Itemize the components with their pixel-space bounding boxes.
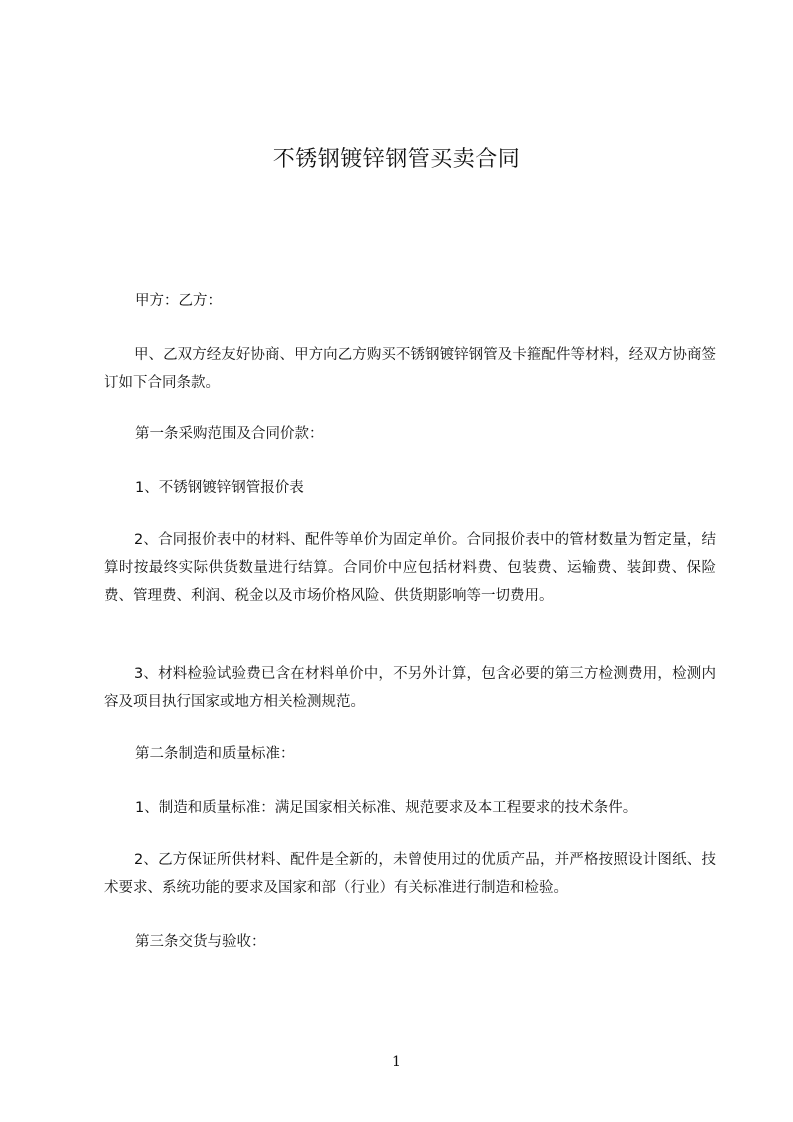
article2-item2: 2、乙方保证所供材料、配件是全新的，未曾使用过的优质产品，并严格按照设计图纸、技术要求、系统功能的要求及国家和部（行业）有关标准进行制造和检验。 [104,852,716,896]
parties-line: 甲方：乙方： [135,293,222,309]
document-title: 不锈钢镀锌钢管买卖合同 [272,147,521,172]
intro-paragraph: 甲、乙双方经友好协商、甲方向乙方购买不锈钢镀锌钢管及卡箍配件等材料，经双方协商签订如下合同条款。 [104,347,716,391]
article2-item1: 1、制造和质量标准：满足国家相关标准、规范要求及本工程要求的技术条件。 [135,800,638,816]
article1-item1: 1、不锈钢镀锌钢管报价表 [135,480,304,496]
article2-heading: 第二条制造和质量标准： [135,746,295,762]
article1-item2: 2、合同报价表中的材料、配件等单价为固定单价。合同报价表中的管材数量为暂定量，结算时按最终实际供货数量进行结算。合同价中应包括材料费、包装费、运输费、装卸费、保险费、管理费、利润、税金以及市场价格风险、供货期影响等一切费用。 [104,532,716,604]
page-number: 1 [392,1054,401,1070]
article3-heading: 第三条交货与验收： [135,934,266,950]
article1-item3: 3、材料检验试验费已含在材料单价中，不另外计算，包含必要的第三方检测费用，检测内容及项目执行国家或地方相关检测规范。 [104,666,716,710]
article1-heading: 第一条采购范围及合同价款： [135,426,324,442]
